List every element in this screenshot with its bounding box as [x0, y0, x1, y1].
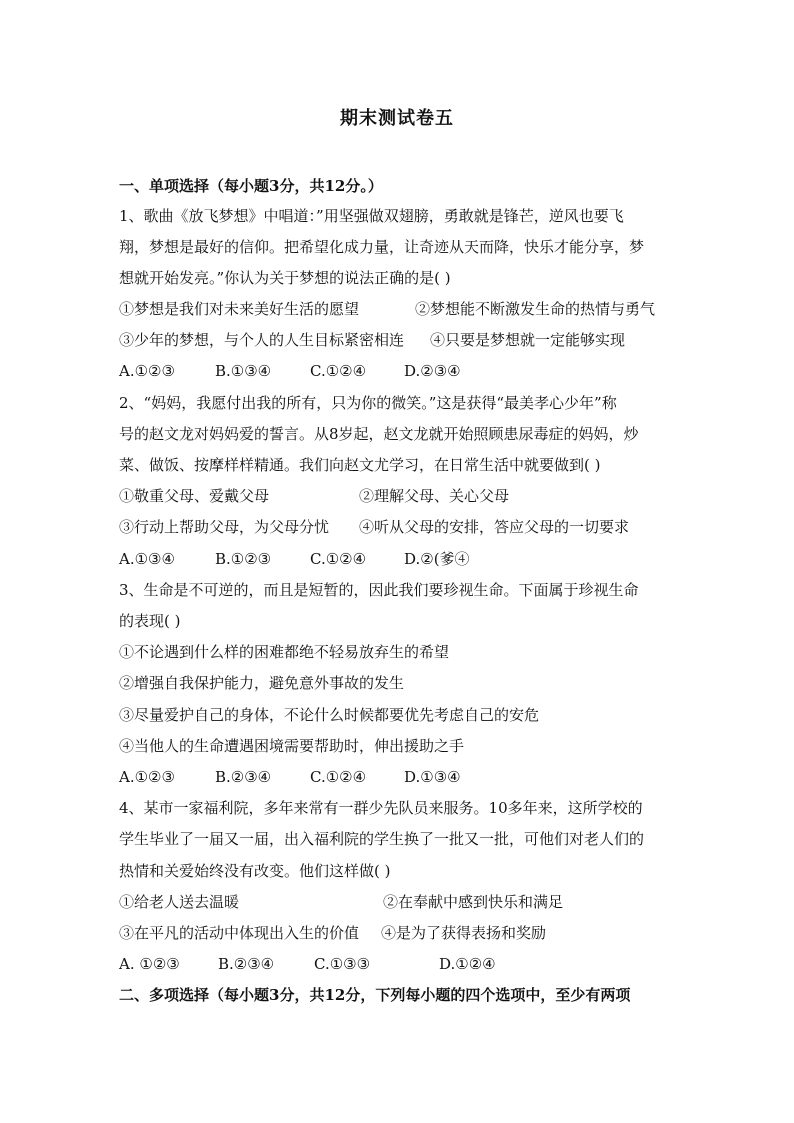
q1-answer-a: A.①②③ — [119, 362, 175, 380]
q3-item-1: ①不论遇到什么样的困难都绝不轻易放弃生的希望 — [119, 643, 450, 661]
q3-item-2: ②增强自我保护能力，避免意外事故的发生 — [119, 674, 405, 692]
q1-stem-line1: 1、歌曲《放飞梦想》中唱道：”用坚强做双翅膀，勇敢就是锋芒，逆风也要飞 — [119, 207, 624, 225]
q2-stem-line3: 菜、做饭、按摩样样精通。我们向赵文尤学习，在日常生活中就要做到( ) — [119, 456, 601, 474]
q3-stem-line2: 的表现( ) — [119, 612, 181, 630]
q1-stem-line2: 翔，梦想是最好的信仰。把希望化成力量，让奇迹从天而降，快乐才能分享，梦 — [119, 238, 645, 256]
q1-answer-d: D.②③④ — [404, 362, 461, 380]
q2-stem-line2: 号的赵文龙对妈妈爱的誓言。从8岁起，赵文龙就开始照顾患尿毒症的妈妈，炒 — [119, 425, 639, 443]
q2-item-2: ②理解父母、关心父母 — [359, 487, 510, 505]
q2-item-3: ③行动上帮助父母，为父母分忧 — [119, 518, 330, 536]
q4-stem-line1: 4、某市一家福利院，多年来常有一群少先队员来服务。10多年来，这所学校的 — [119, 799, 643, 817]
q1-answer-c: C.①②④ — [310, 362, 367, 380]
section1-heading: 一、单项选择（每小题3分，共12分。） — [119, 177, 383, 195]
q2-answer-b: B.①②③ — [215, 550, 272, 568]
q2-answer-c: C.①②④ — [310, 550, 367, 568]
q3-stem-line1: 3、生命是不可逆的，而且是短暂的，因此我们要珍视生命。下面属于珍视生命 — [119, 581, 639, 599]
q3-answer-a: A.①②③ — [119, 768, 175, 786]
q4-answer-d: D.①②④ — [439, 955, 496, 973]
q1-item-1: ①梦想是我们对未来美好生活的愿望 — [119, 300, 360, 318]
q4-item-1: ①给老人送去温暖 — [119, 893, 240, 911]
q4-item-2: ②在奉献中感到快乐和满足 — [383, 893, 564, 911]
q4-answer-c: C.①③③ — [314, 955, 371, 973]
q2-item-1: ①敬重父母、爱戴父母 — [119, 487, 270, 505]
q2-stem-line1: 2、“妈妈，我愿付出我的所有，只为你的微笑。”这是获得“最美孝心少年”称 — [119, 394, 617, 412]
q4-stem-line2: 学生毕业了一届又一届，出入福利院的学生换了一批又一批，可他们对老人们的 — [119, 830, 645, 848]
page-title: 期末测试卷五 — [340, 108, 454, 129]
q3-item-4: ④当他人的生命遭遇困境需要帮助时，伸出援助之手 — [119, 737, 465, 755]
q3-answer-d: D.①③④ — [404, 768, 461, 786]
q4-answer-a: A. ①②③ — [119, 955, 180, 973]
section2-heading: 二、多项选择（每小题3分，共12分，下列每小题的四个选项中，至少有两项 — [119, 986, 631, 1004]
q2-answer-d: D.②(爹④ — [404, 550, 470, 568]
q1-item-3: ③少年的梦想，与个人的人生目标紧密相连 — [119, 331, 405, 349]
q1-stem-line3: 想就开始发亮。”你认为关于梦想的说法正确的是( ) — [119, 269, 451, 287]
q1-item-4: ④只要是梦想就一定能够实现 — [430, 331, 626, 349]
q1-answer-b: B.①③④ — [215, 362, 272, 380]
q4-answer-b: B.②③④ — [218, 955, 275, 973]
q4-item-4: ④是为了获得表扬和奖励 — [381, 924, 547, 942]
q3-item-3: ③尽量爱护自己的身体，不论什么时候都要优先考虑自己的安危 — [119, 706, 540, 724]
q3-answer-c: C.①②④ — [310, 768, 367, 786]
q2-item-4: ④听从父母的安排，答应父母的一切要求 — [359, 518, 630, 536]
q4-stem-line3: 热情和关爱始终没有改变。他们这样做( ) — [119, 862, 391, 880]
q1-item-2: ②梦想能不断激发生命的热情与勇气 — [415, 300, 656, 318]
q3-answer-b: B.②③④ — [215, 768, 272, 786]
q2-answer-a: A.①③④ — [119, 550, 175, 568]
q4-item-3: ③在平凡的活动中体现出入生的价值 — [119, 924, 360, 942]
